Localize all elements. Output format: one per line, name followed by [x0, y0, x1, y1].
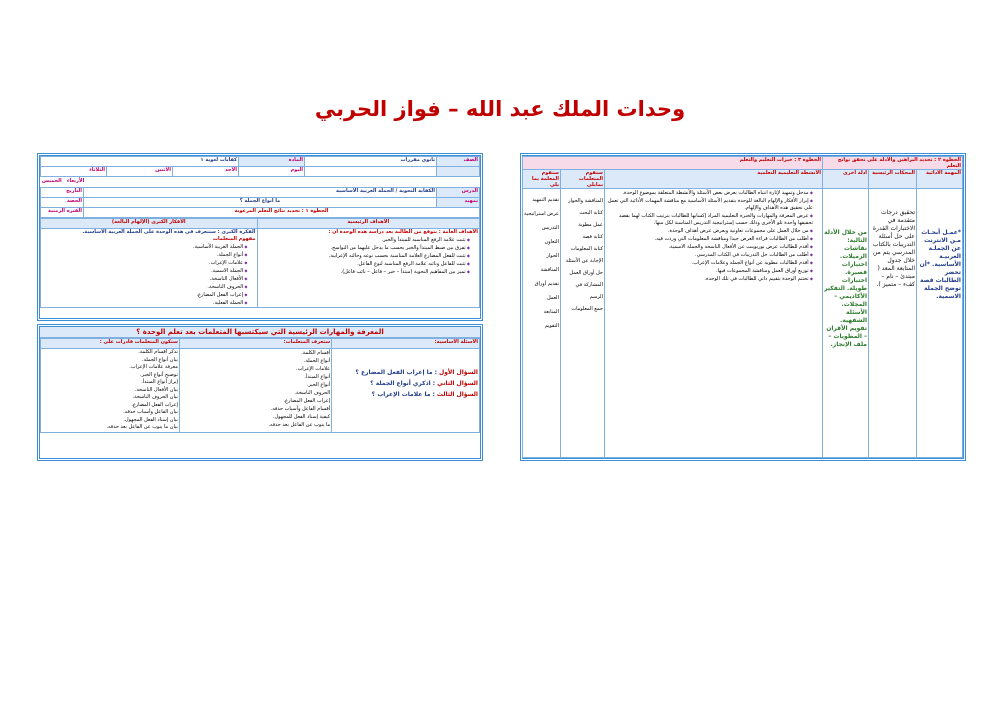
concept-item: ◆ الجملة الاسمية. — [42, 267, 248, 275]
students-item: جمع المعلومات — [571, 306, 603, 312]
able-item: تذكر أقسام الكلمة. — [138, 349, 178, 355]
activity-item: ◆ أقدم للطالبات عرض بوربوينت عن الأفعال الناسخة والجملة الاسمية. — [606, 243, 813, 251]
page-title: وحدات الملك عبد الله – فواز الحربي — [314, 97, 686, 121]
activity-item: ◆ من خلال العمل على مجموعات تعاونية ويعرض عرض أهداف الوحدة. — [606, 227, 813, 235]
evidence-text: من خلال الأدلة التالية: نقاشات الزميلات. اختبارات قصيرة. اختبارات طويلة. التفكير الأكاديمي – المجلات. الأسئلة الشفهية. تقويم الأقران – المطويات – ملف الإنجاز. — [822, 189, 868, 458]
plan-panel-upper — [37, 153, 483, 321]
day-monday: الاثنين — [107, 167, 173, 177]
know-item: أنواع الجملة. — [303, 358, 331, 364]
activity-item: ◆ عرض المعرفة والمهارات والخبرة التعليمية المراد إكسابها للطالبات بترتيب الكتاب لهما بقصد تحقيقها واحدة تلو الأخرى وذلك حسب إستراتيجية التدريس المناسبة لكل منها. — [606, 212, 813, 227]
concept-item: ◆ الأفعال الناسخة. — [42, 275, 248, 283]
teacher-item: المتابعة — [543, 309, 559, 315]
lower-title: المعرفة والمهارات الرئيسية التي سيكتسبها المتعلمات بعد تعلم الوحدة ؟ — [40, 327, 480, 338]
know-item: إعراب الفعل المضارع. — [283, 398, 331, 404]
header-teacher: ستقوم المعلمة بما يلي — [522, 170, 560, 189]
header-criteria: المحكات الرئيسية — [869, 170, 917, 189]
activity-item: ◆ أطلب من الطالبات حل التدريبات في الكتاب المدرسي. — [606, 251, 813, 259]
big-idea: الفكرة الكبرى : ستتعرف في هذه الوحدة على الجملة العربية الأساسية. — [82, 229, 256, 235]
criteria-text: تحقيق درجات متقدمة في الاختبارات القدرة على حل أسئلة التدريبات بالكتاب المدرسي يتم من خلال جدول المتابعة المعد ( مبتدئ – نام – كفء – متميز ). — [869, 189, 917, 458]
students-item: عمل مطوية — [578, 222, 603, 228]
grade-value: ثانوي مقررات — [305, 157, 437, 167]
know-item: أنواع المبتدأ. — [304, 374, 331, 380]
able-item: بيان الأفعال الناسخة. — [134, 386, 178, 393]
activity-item: ◆ إبراز الأفكار والإلهام البالغة للوحدة بتقديم الأسئلة الأساسية مع مناقشة المهمات الأدائية التي تعمل على تحقيق هذه الأهداف والإلهام. — [606, 197, 813, 212]
activity-item: ◆ أقدم للطالبات مطوية عن أنواع الجملة وعلامات الإعراب. — [606, 259, 813, 267]
task-text: *عمـل أبحـاث مـن الانترنت عن الجملـة العربيـة الأساسية. *أن تحضر الطالبات قصة توضح الجملة الاسمية. — [917, 189, 963, 458]
know-item: أقسام الفاعل وأسباب حذفه. — [270, 406, 331, 412]
able-item: توضيح أنواع الخبر. — [140, 371, 178, 378]
know-item: أنواع الخبر. — [306, 382, 331, 388]
concepts-header: مفهوم المتعلمات — [212, 236, 256, 242]
goal-item: ◆ تفرق بين ضبط المبتدأ والخبر بحسب ما يدخل عليهما من النواسخ. — [259, 244, 471, 252]
concepts-list — [42, 243, 256, 307]
goal-item: ◆ تثبت للفعل المضارع العلامة المناسبة بحسب نوعه وحالته الإعرابية. — [259, 252, 471, 260]
able-item: بيان الفاعل وأسباب حذفه. — [123, 409, 178, 415]
able-item: بيان إسناد الفعل المجهول. — [123, 416, 178, 423]
concept-item: ◆ الجملة الفعلية. — [42, 299, 248, 307]
students-item: الإجابة عن الأسئلة — [565, 258, 603, 264]
able-item: إعراب الفعل المضارع. — [131, 401, 178, 408]
main-goals-header: الأهداف الرئيسية — [257, 219, 480, 229]
concept-item: ◆ علامات الإعراب. — [42, 259, 248, 267]
goal-item: ◆ تثبت علامة الرفع المناسبة للمبتدأ والخبر. — [259, 236, 471, 244]
concept-item: ◆ الحروف الناسخة. — [42, 283, 248, 291]
stage-panel-right — [520, 153, 966, 461]
question-2: السؤال الثاني : اذكري أنواع الجملة ؟ — [370, 380, 478, 387]
stage3-label: الخطوة ٣ : خبرات التعليم والتعلم — [522, 157, 822, 170]
know-header: ستعرف المتعلمات: — [179, 339, 331, 349]
intro-value: ما أنواع الجملة ؟ — [84, 198, 437, 208]
time-label: الفترة الزمنية — [41, 208, 84, 218]
big-ideas-header: الأفكار الكبرى (الإلهام البالغة) — [41, 219, 258, 229]
able-item: بيان ما ينوب عن الفاعل بعد حذفه. — [106, 424, 178, 430]
goal-item: ◆ تثبت للفاعل ونائبه علامة الرفع المناسبة لنوع الفاعل. — [259, 260, 471, 268]
students-item: كتابة قصة — [582, 234, 603, 240]
able-item: معرفة علامات الإعراب. — [129, 364, 178, 370]
able-item: بيان الحروف الناسخة. — [132, 394, 178, 400]
able-item: إبراز أنواع المبتدأ. — [141, 379, 178, 385]
students-item: كتابة المعلومات — [570, 246, 603, 252]
lesson-label: الدرس — [437, 188, 480, 198]
day-thursday: الخميس — [42, 178, 62, 184]
period-label: الحصة — [41, 198, 84, 208]
teacher-item: تقديم التمهيد — [532, 197, 559, 203]
know-item: علامات الإعراب. — [296, 366, 331, 372]
stage2-label: الخطوة ٢ : تحديد البراهين والأدلة على تحقق نواتج التعلم — [822, 157, 962, 170]
teacher-item: التعاون — [544, 239, 559, 245]
able-item: بيان أنواع الجملة. — [141, 356, 178, 363]
grade-label: الصف — [437, 157, 480, 167]
teacher-item: التدريس — [541, 225, 559, 231]
know-item: ما ينوب عن الفاعل بعد حذفه. — [268, 422, 331, 428]
teacher-item: المناقشة — [540, 267, 559, 273]
goals-intro: الأهداف العامة : يتوقع من الطالبة بعد دراسة هذه الوحدة أن : — [328, 229, 478, 235]
header-task: المهمة الأدائية — [917, 170, 963, 189]
header-students: ستقوم المتعلمات بمايلي — [560, 170, 604, 189]
step1-label: الخطوة ١ : تحديد نتائج التعلم المرغوبة — [84, 208, 480, 218]
day-sunday: الأحد — [173, 167, 239, 177]
know-item: كيفية إسناد الفعل للمجهول. — [272, 414, 331, 420]
header-evidence: أدلة أخرى — [822, 170, 868, 189]
teacher-item: التقويم — [544, 323, 559, 329]
concept-item: ◆ إعراب الفعل المضارع. — [42, 291, 248, 299]
able-header: ستكون المتعلمات قادرات على : — [41, 339, 180, 349]
activity-item: ◆ أطلب من الطالبات قراءة العرض جيدا ومناقشة المعلومات التي وردت فيه. — [606, 235, 813, 243]
teacher-item: الحوار — [546, 253, 559, 259]
students-item: كتابة البحث — [579, 210, 603, 216]
concept-item: ◆ أنواع الجملة. — [42, 251, 248, 259]
goals-list — [259, 236, 479, 276]
activities-list — [606, 189, 821, 283]
goal-item: ◆ تميز بين المفاهيم النحوية (مبتدأ – خبر – فاعل – نائب فاعل). — [259, 268, 471, 276]
day-label: اليوم — [239, 167, 305, 177]
plan-panel-lower — [37, 324, 483, 461]
header-activities: الأنشطة التعليمية التعلمية — [604, 170, 822, 189]
know-item: أقسام الكلمة. — [301, 350, 331, 356]
question-1: السؤال الأول : ما إعراب الفعل المضارع ؟ — [355, 369, 478, 376]
day-wednesday: الأربعاء — [66, 178, 85, 184]
students-item: حل أوراق العمل — [569, 270, 603, 276]
activity-item: ◆ توزيع أوراق العمل ومناقشة المجموعات فيها. — [606, 267, 813, 275]
date-label: التاريخ — [41, 188, 84, 198]
concept-item: ◆ الجملة العربية الأساسية. — [42, 243, 248, 251]
activity-item: ◆ مدخل وتمهيد لإثارة انتباه الطالبات بعرض بعض الأسئلة والأنشطة المتعلقة بموضوع الوحدة. — [606, 189, 813, 197]
questions-header: الأسئلة الأساسية: — [332, 339, 480, 349]
intro-label: تمهيد — [437, 198, 480, 208]
lesson-value: الكفاية النحوية / الجملة العربية الأساسية — [84, 188, 437, 198]
students-item: المناقشة والحوار — [568, 198, 603, 204]
course-label: المادة — [239, 157, 305, 167]
teacher-item: عرض استراتيجية — [524, 211, 559, 217]
day-tuesday: الثلاثاء — [41, 167, 107, 177]
activity-item: ◆ تختتم الوحدة بتقييم ذاتي للطالبات في تلك الوحدة. — [606, 275, 813, 283]
question-3: السؤال الثالث : ما علامات الإعراب ؟ — [371, 391, 478, 398]
course-value: كفايات لغوية ١ — [41, 157, 239, 167]
teacher-item: تقديم أوراق العمل — [534, 281, 559, 301]
students-item: المشاركة في الرسم — [575, 282, 603, 300]
know-item: الحروف الناسخة. — [294, 390, 331, 396]
